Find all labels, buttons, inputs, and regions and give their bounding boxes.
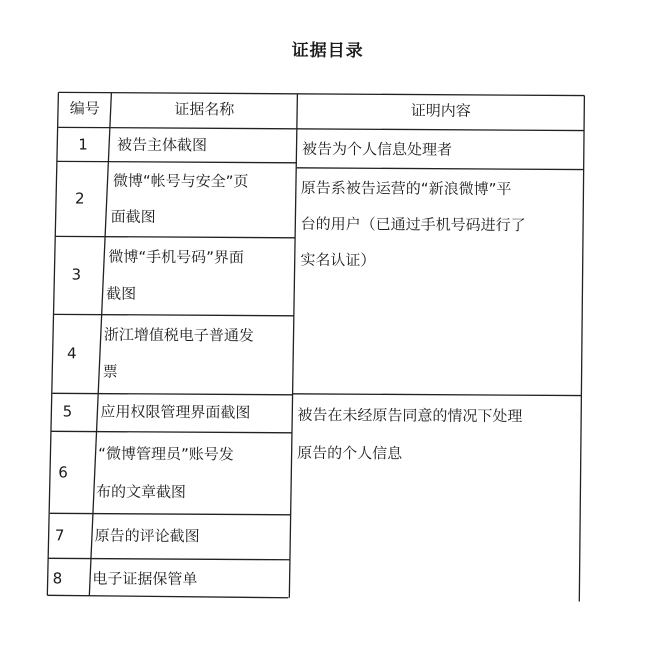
row-2-name-line-2: 面截图 bbox=[110, 207, 156, 226]
content-2-line-1: 原告系被告运营的“新浪微博”平 bbox=[300, 178, 512, 199]
row-2-no: 2 bbox=[74, 189, 85, 208]
row-1-no: 1 bbox=[78, 135, 88, 154]
row-4-name-line-1: 浙江增值税电子普通发 bbox=[103, 325, 254, 345]
content-1-line-1: 被告为个人信息处理者 bbox=[302, 139, 453, 159]
row-6-name-line-2: 布的文章截图 bbox=[95, 482, 187, 502]
row-7-name: 原告的评论截图 bbox=[94, 526, 200, 546]
row-1-name: 被告主体截图 bbox=[117, 135, 208, 155]
header-no: 编号 bbox=[69, 99, 100, 118]
row-3-no: 3 bbox=[71, 265, 82, 284]
row-4-no: 4 bbox=[66, 344, 77, 363]
row-6-no: 6 bbox=[58, 463, 68, 482]
row-5-name: 应用权限管理界面截图 bbox=[100, 402, 251, 422]
row-8-no: 8 bbox=[52, 569, 63, 588]
header-content: 证明内容 bbox=[410, 101, 471, 120]
header-name: 证据名称 bbox=[174, 100, 235, 119]
row-4-name-line-2: 票 bbox=[102, 362, 118, 381]
content-3-line-2: 原告的个人信息 bbox=[297, 443, 403, 463]
content-2-line-2: 台的用户（已通过手机号码进行了 bbox=[300, 214, 526, 235]
row-2-name-line-1: 微博“帐号与安全”页 bbox=[112, 171, 249, 191]
row-6-name-line-1: “微博管理员”账号发 bbox=[98, 444, 234, 464]
row-3-name-line-2: 截图 bbox=[106, 284, 137, 303]
content-2-line-3: 实名认证） bbox=[300, 250, 376, 270]
row-3-name-line-1: 微博“手机号码”界面 bbox=[108, 247, 245, 267]
document-title: 证据目录 bbox=[291, 40, 364, 62]
row-7-no: 7 bbox=[54, 526, 65, 545]
row-8-name: 电子证据保管单 bbox=[92, 569, 198, 589]
content-3-line-1: 被告在未经原告同意的情况下处理 bbox=[297, 405, 523, 426]
row-5-no: 5 bbox=[62, 402, 73, 421]
